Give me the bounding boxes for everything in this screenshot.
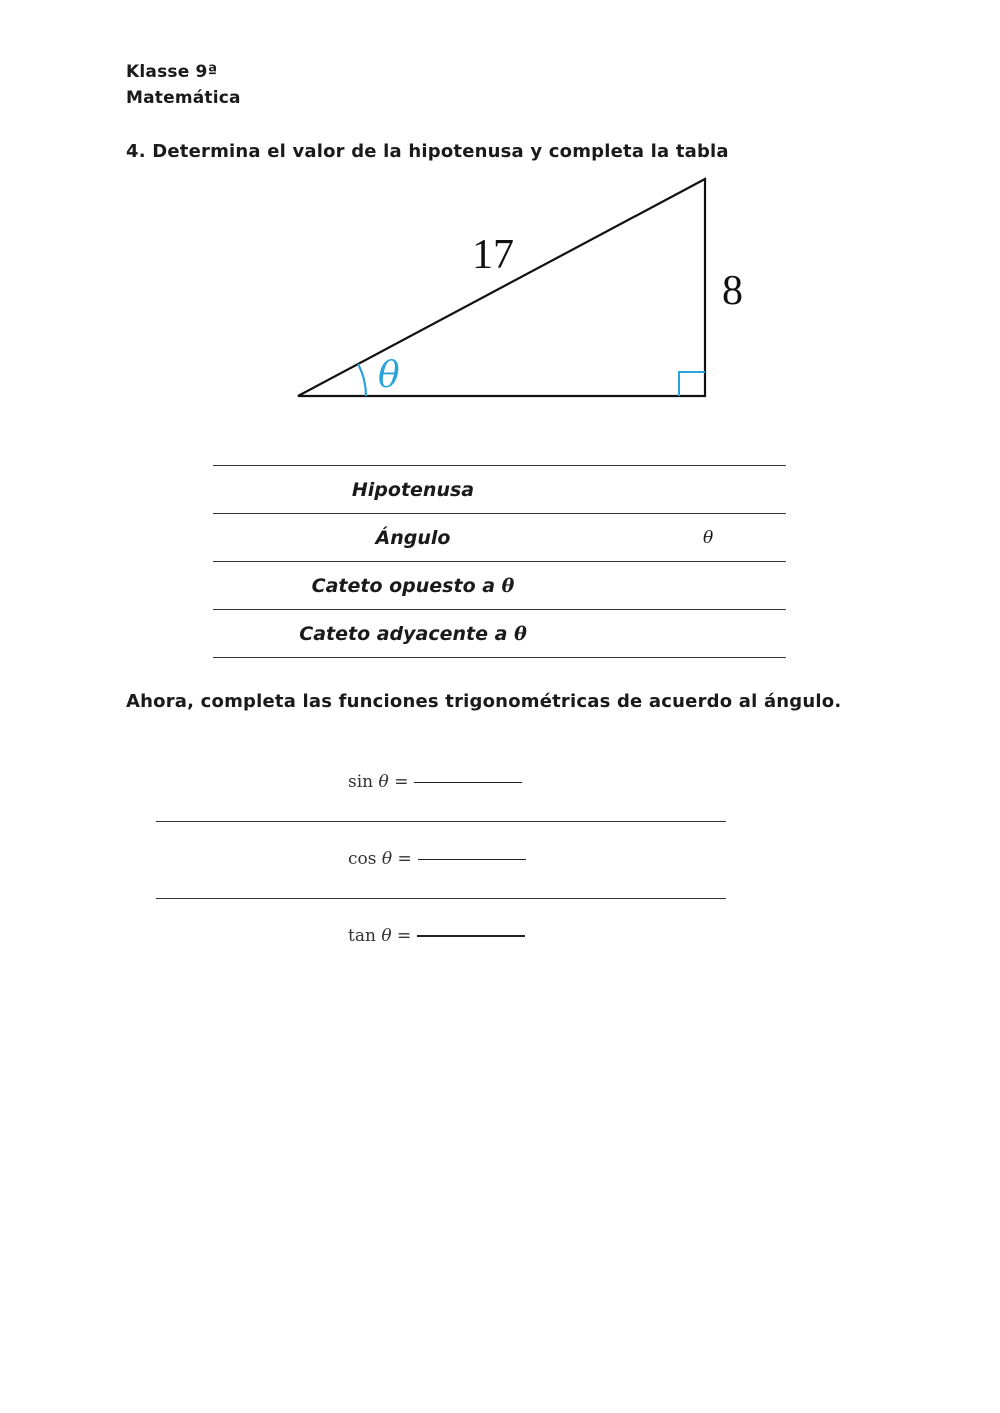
cos-answer-blank[interactable]: [418, 859, 526, 860]
right-triangle-figure: [280, 170, 800, 410]
table-value-angle: θ: [593, 514, 786, 562]
tan-answer-blank[interactable]: [417, 935, 525, 937]
theta-symbol: θ: [381, 926, 392, 946]
table-value-opposite[interactable]: [593, 562, 786, 610]
cos-equation: [348, 849, 526, 869]
table-row-opposite: [213, 562, 786, 610]
theta-symbol: θ: [501, 574, 515, 597]
theta-symbol: θ: [514, 622, 527, 645]
angle-theta-label: θ: [378, 355, 400, 396]
instruction-text: Ahora, completa las funciones trigonométricas de acuerdo al ángulo.: [126, 691, 842, 712]
table-label-angle: Ángulo: [213, 514, 593, 562]
theta-symbol: θ: [378, 772, 389, 792]
theta-symbol: θ: [381, 849, 393, 869]
opposite-side-label: 8: [722, 268, 743, 314]
table-label-adjacent-text: Cateto adyacente a: [299, 622, 515, 645]
table-value-hypotenuse[interactable]: [593, 466, 786, 514]
sin-answer-blank[interactable]: [414, 782, 522, 783]
question-heading: 4. Determina el valor de la hipotenusa y completa la tabla: [126, 141, 729, 162]
table-row-adjacent: [213, 610, 786, 658]
equals-sign: =: [396, 926, 412, 946]
table-label-hypotenuse: Hipotenusa: [213, 466, 593, 514]
table-label-adjacent: [213, 610, 593, 658]
table-row-hypotenuse: [213, 466, 786, 514]
sin-equation: [348, 772, 522, 792]
right-angle-marker: [679, 372, 705, 396]
table-value-adjacent[interactable]: [593, 610, 786, 658]
triangle-outline: [298, 179, 705, 396]
table-row-angle: [213, 514, 786, 562]
class-label: Klasse 9ª: [126, 62, 218, 82]
table-label-opposite-text: Cateto opuesto a: [311, 574, 502, 597]
triangle-data-table: [213, 465, 786, 658]
sin-function-name: sin: [348, 772, 374, 792]
hypotenuse-label: 17: [472, 232, 514, 278]
angle-arc: [358, 364, 366, 396]
tan-equation: [348, 926, 525, 946]
separator-line: [156, 821, 726, 822]
subject-label: Matemática: [126, 88, 241, 108]
cos-function-name: cos: [348, 849, 377, 869]
tan-function-name: tan: [348, 926, 376, 946]
equals-sign: =: [394, 772, 409, 792]
equals-sign: =: [397, 849, 412, 869]
separator-line: [156, 898, 726, 899]
table-label-opposite: [213, 562, 593, 610]
